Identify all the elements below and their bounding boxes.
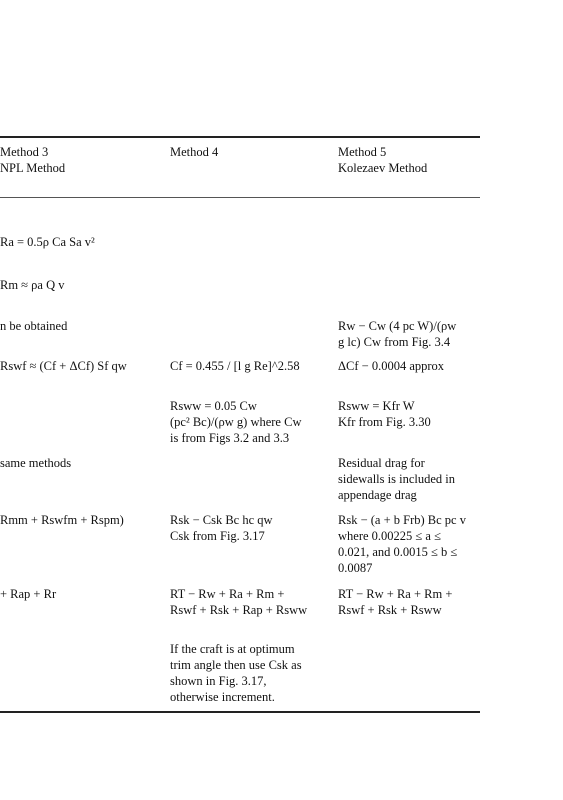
row6-m5-l2: sidewalls is included in <box>338 472 455 486</box>
header-method3-line2: NPL Method <box>0 161 66 175</box>
row9-m4-l1: If the craft is at optimum <box>170 642 295 656</box>
row4-method5 <box>338 358 444 374</box>
row4-method3 <box>0 358 127 374</box>
row7-method3 <box>0 512 124 528</box>
row9-m4-l2: trim angle then use Csk as <box>170 658 302 672</box>
row6-m3-l1: same methods <box>0 456 72 470</box>
row4-m3-l1: Rswf ≈ (Cf + ΔCf) Sf qw <box>0 359 127 373</box>
row4-method4 <box>170 358 300 374</box>
row3-method5 <box>338 318 456 350</box>
row5-m5-l1: Rsww = Kfr W <box>338 399 415 413</box>
row6-m5-l3: appendage drag <box>338 488 417 502</box>
row7-m5-l3: 0.021, and 0.0015 ≤ b ≤ <box>338 545 458 559</box>
header-method4-line1: Method 4 <box>170 145 219 159</box>
row5-method4 <box>170 398 301 446</box>
row5-method5 <box>338 398 431 430</box>
row2-method3 <box>0 277 64 293</box>
row8-m5-l2: Rswf + Rsk + Rsww <box>338 603 442 617</box>
row6-method5 <box>338 455 455 503</box>
header-method5 <box>338 144 427 176</box>
row6-m5-l1: Residual drag for <box>338 456 425 470</box>
header-rule <box>0 197 480 198</box>
row5-m4-l1: Rsww = 0.05 Cw <box>170 399 257 413</box>
row3-m5-l2: g lc) Cw from Fig. 3.4 <box>338 335 451 349</box>
header-method5-line2: Kolezaev Method <box>338 161 428 175</box>
row8-m5-l1: RT − Rw + Ra + Rm + <box>338 587 453 601</box>
row8-method5 <box>338 586 452 618</box>
header-method4 <box>170 144 218 160</box>
row1-m3-l1: Ra = 0.5ρ Ca Sa v² <box>0 235 95 249</box>
row5-m4-l3: is from Figs 3.2 and 3.3 <box>170 431 290 445</box>
row2-m3-l1: Rm ≈ ρa Q v <box>0 278 65 292</box>
row3-method3 <box>0 318 67 334</box>
row7-m5-l1: Rsk − (a + b Frb) Bc pc v <box>338 513 466 527</box>
row5-m4-l2: (pc² Bc)/(ρw g) where Cw <box>170 415 302 429</box>
row8-m4-l1: RT − Rw + Ra + Rm + <box>170 587 285 601</box>
row4-m5-l1: ΔCf − 0.0004 approx <box>338 359 445 373</box>
row9-m4-l3: shown in Fig. 3.17, <box>170 674 267 688</box>
row4-m4-l1: Cf = 0.455 / [l g Re]^2.58 <box>170 359 300 373</box>
row7-m5-l4: 0.0087 <box>338 561 373 575</box>
row8-m4-l2: Rswf + Rsk + Rap + Rsww <box>170 603 308 617</box>
row6-method3 <box>0 455 71 471</box>
row7-m4-l1: Rsk − Csk Bc hc qw <box>170 513 273 527</box>
header-method3 <box>0 144 65 176</box>
row1-method3 <box>0 234 95 250</box>
row8-m3-l1: + Rap + Rr <box>0 587 57 601</box>
row8-method4 <box>170 586 307 618</box>
bottom-rule <box>0 711 480 713</box>
header-method3-line1: Method 3 <box>0 145 49 159</box>
header-method5-line1: Method 5 <box>338 145 387 159</box>
row7-method5 <box>338 512 466 576</box>
row9-m4-l4: otherwise increment. <box>170 690 275 704</box>
row7-m3-l1: Rmm + Rswfm + Rspm) <box>0 513 124 527</box>
row8-method3 <box>0 586 56 602</box>
row7-m4-l2: Csk from Fig. 3.17 <box>170 529 265 543</box>
row7-method4 <box>170 512 273 544</box>
row5-m5-l2: Kfr from Fig. 3.30 <box>338 415 431 429</box>
row3-m3-l1: n be obtained <box>0 319 68 333</box>
row9-method4 <box>170 641 302 705</box>
row7-m5-l2: where 0.00225 ≤ a ≤ <box>338 529 441 543</box>
top-rule <box>0 136 480 138</box>
row3-m5-l1: Rw − Cw (4 pc W)/(ρw <box>338 319 457 333</box>
